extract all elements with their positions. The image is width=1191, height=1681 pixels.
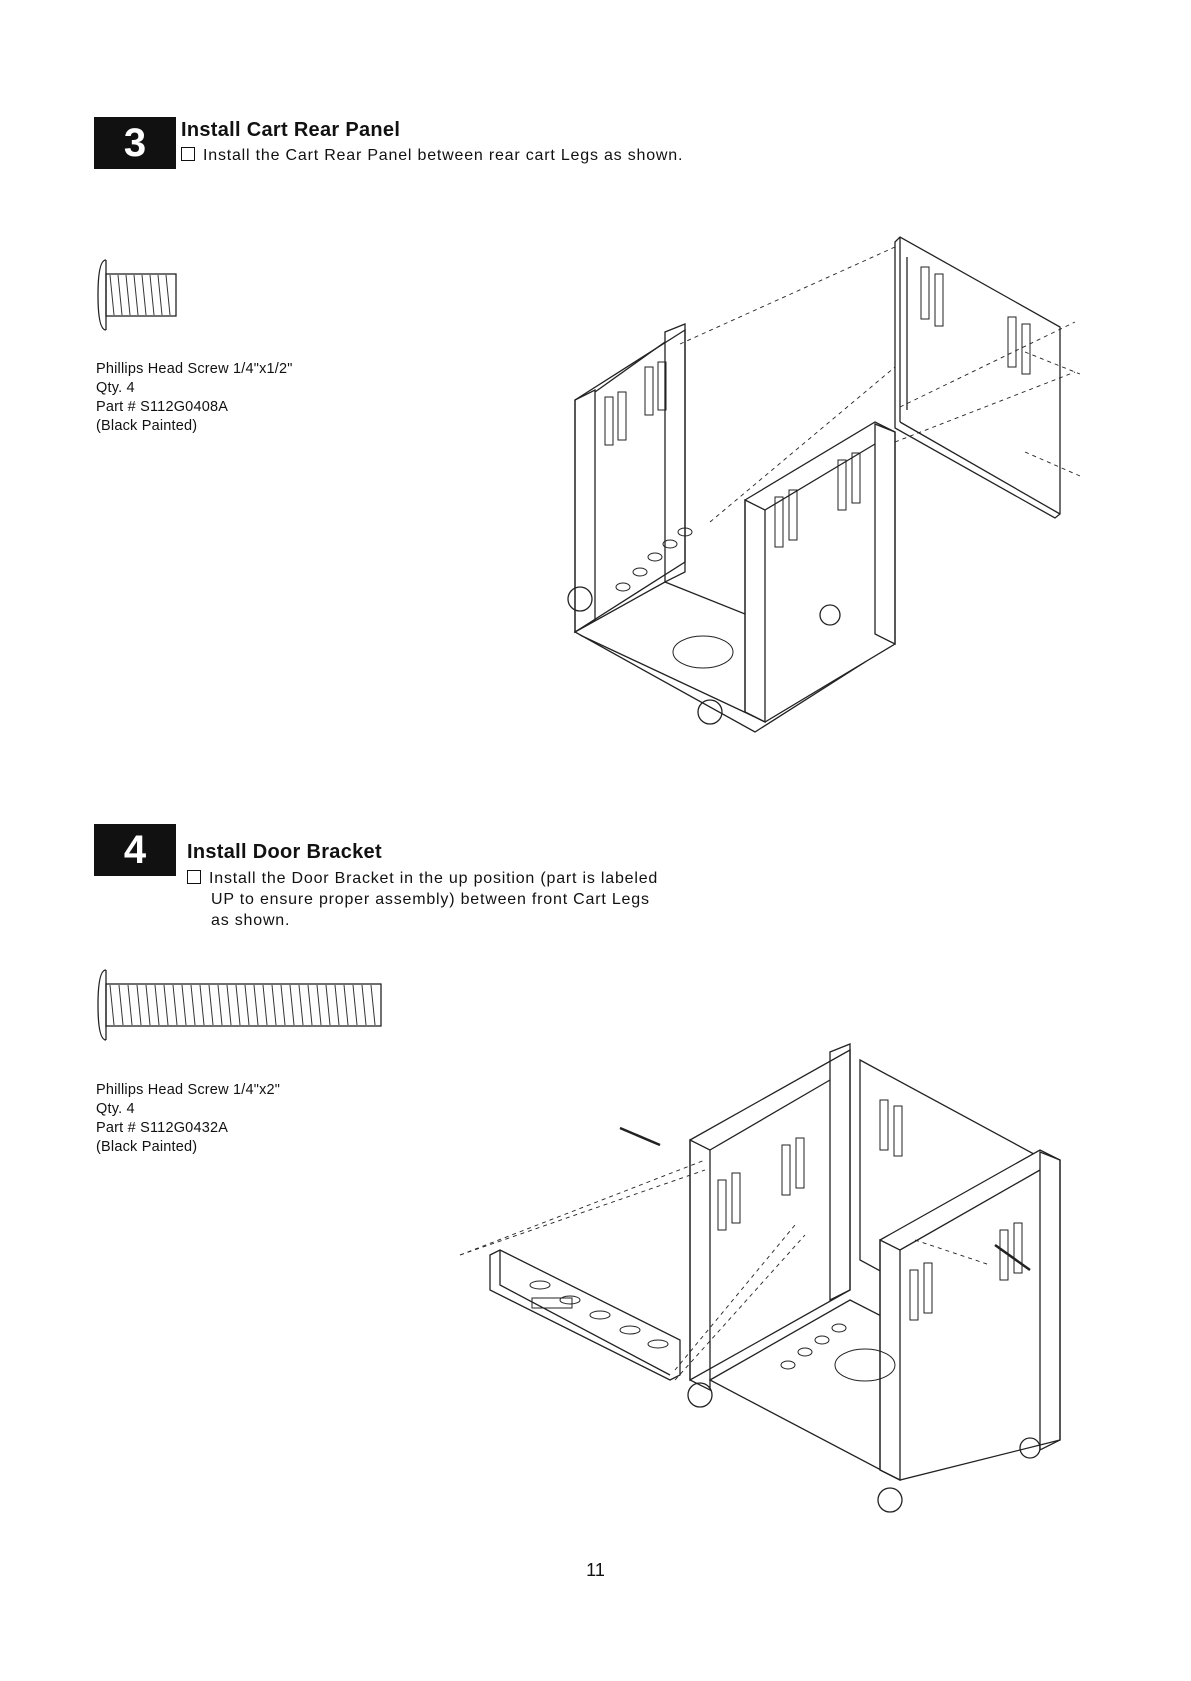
step-4-hardware-name: Phillips Head Screw 1/4"x2" [96,1082,281,1098]
step-4-instruction [187,868,658,931]
step-3-hardware-finish: (Black Painted) [96,418,198,434]
step-3-hardware-info [96,360,293,436]
step-3-badge [94,117,176,169]
step-3-hardware-part: Part # S112G0408A [96,399,229,415]
step-3-hardware-name: Phillips Head Screw 1/4"x1/2" [96,361,293,377]
step-4-badge [94,824,176,876]
step-4-number: 4 [123,827,147,872]
page-number: 11 [586,1560,605,1580]
checkbox-icon [181,147,195,161]
step-4-hardware-qty: Qty. 4 [96,1101,135,1117]
step-3-instruction-line-1: Install the Cart Rear Panel between rear cart Legs as shown. [203,147,684,164]
step-4-instruction-line-3: as shown. [211,912,291,929]
step-3-instruction [181,145,683,166]
screw-short-icon [96,258,186,333]
screw-long-icon [96,968,386,1043]
step-4-title: Install Door Bracket [187,841,382,863]
step-4-hardware-info [96,1081,280,1157]
checkbox-icon [187,870,201,884]
step-4-hardware-finish: (Black Painted) [96,1139,198,1155]
step-3-title: Install Cart Rear Panel [181,119,401,141]
step-3-number: 3 [123,120,147,165]
step-4-hardware-part: Part # S112G0432A [96,1120,229,1136]
step-4-door-bracket-diagram [460,1040,1080,1520]
step-3-cart-rear-panel-diagram [555,232,1095,740]
step-4-instruction-line-2: UP to ensure proper assembly) between front Cart Legs [211,891,650,908]
step-4-instruction-line-1: Install the Door Bracket in the up position (part is labeled [209,870,659,887]
step-3-hardware-qty: Qty. 4 [96,380,135,396]
